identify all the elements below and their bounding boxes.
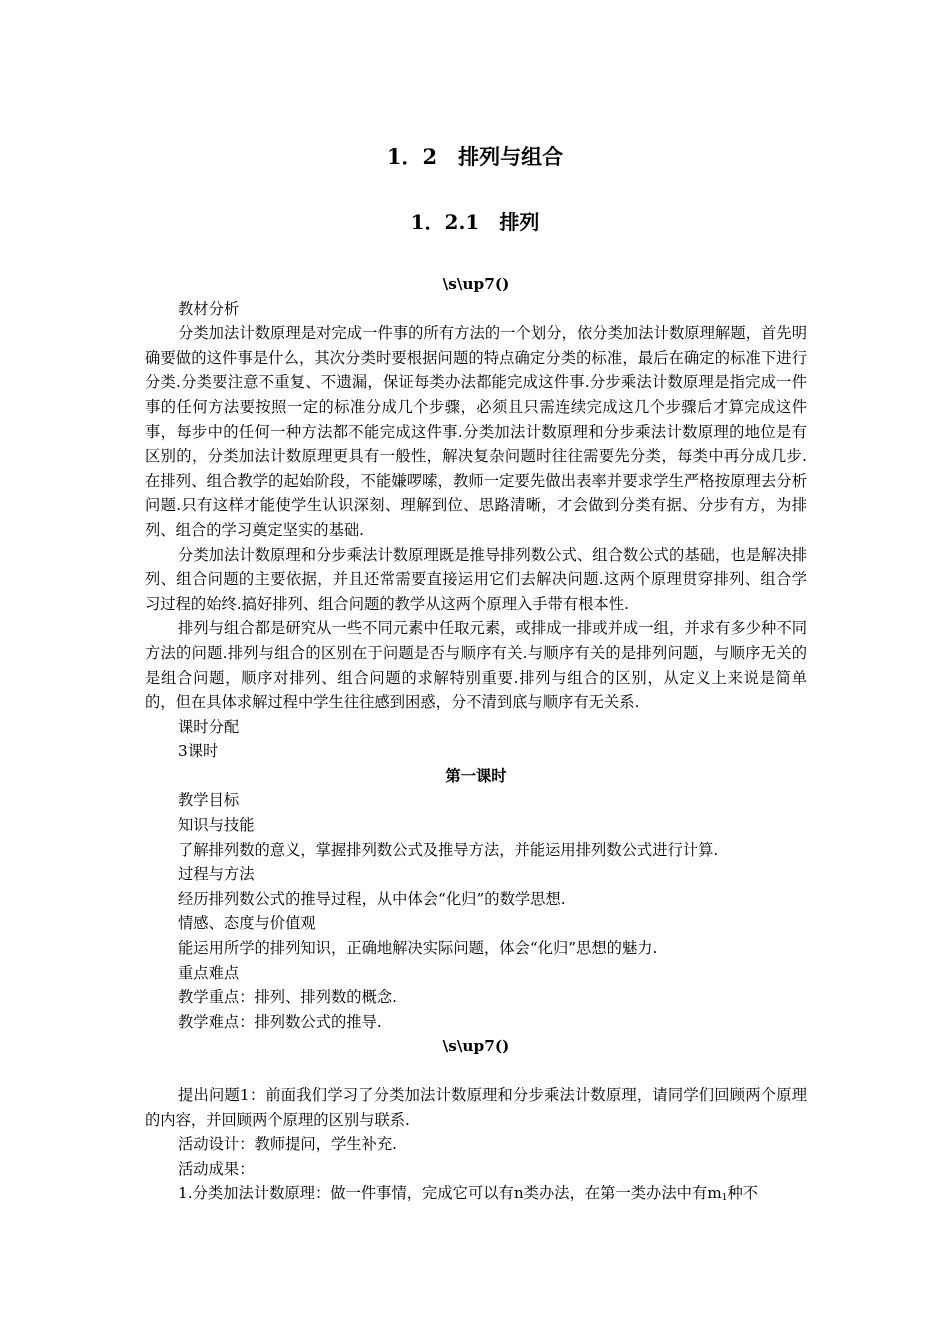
objective-line: 知识与技能: [178, 816, 255, 835]
objective-line: 重点难点: [178, 963, 240, 982]
marker-text: \s\up7(): [442, 1037, 510, 1056]
marker-text: \s\up7(): [442, 275, 510, 293]
heading-hours: 课时分配: [178, 717, 240, 736]
result-line: [145, 1181, 807, 1206]
objective-line: 了解排列数的意义，掌握排列数公式及推导方法，并能运用排列数公式进行计算.: [178, 840, 719, 859]
spacer: [145, 1059, 807, 1083]
analysis-paragraph: 分类加法计数原理和分步乘法计数原理既是推导排列数公式、组合数公式的基础，也是解决排列、组合问题的主要依据，并且还常需要直接运用它们去解决问题.这两个原理贯穿排列、组合学习过程的始终.搞好排列、组合问题的教学从这两个原理入手带有根本性.: [145, 545, 807, 613]
analysis-paragraph: 排列与组合都是研究从一些不同元素中任取元素，或排成一排或并成一组，并求有多少种不同方法的问题.排列与组合的区别在于问题是否与顺序有关.与顺序有关的是排列问题，与顺序无关的是组合问题，顺序对排列、组合问题的求解特别重要.排列与组合的区别，从定义上来说是简单的，但在具体求解过程中学生往往感到困惑，分不清到底与顺序有无关系.: [145, 619, 807, 712]
objective-line: 情感、态度与价值观: [178, 914, 316, 933]
heading-analysis: 教材分析: [178, 299, 240, 318]
analysis-paragraph: 分类加法计数原理是对完成一件事的所有方法的一个划分，依分类加法计数原理解题，首先明确要做的这件事是什么，其次分类时要根据问题的特点确定分类的标准，最后在确定的标准下进行分类.分类要注意不重复、不遗漏，保证每类办法都能完成这件事.分步乘法计数原理是指完成一件事的任何方法要按照一定的标准分成几个步骤，必须且只需连续完成这几个步骤后才算完成这件事，每步中的任何一种方法都不能完成这件事.分类加法计数原理和分步乘法计数原理的地位是有区别的，分类加法计数原理更具有一般性，解决复杂问题时往往需要先分类，每类中再分成几步.在排列、组合教学的起始阶段，不能嫌啰嗦，教师一定要先做出表率并要求学生严格按原理去分析问题.只有这样才能使学生认识深刻、理解到位、思路清晰，才会做到分类有据、分步有方，为排列、组合的学习奠定坚实的基础.: [145, 324, 807, 539]
objective-line: 教学目标: [178, 791, 240, 810]
hours-value: 3课时: [178, 742, 219, 761]
objective-line: 教学难点：排列数公式的推导.: [178, 1012, 382, 1031]
page-title: 1．2 排列与组合: [386, 144, 564, 169]
result-subscript: 1: [721, 1193, 728, 1204]
section-subtitle: 1．2.1 排列: [410, 210, 540, 234]
objective-line: 经历排列数公式的推导过程，从中体会“化归”的数学思想.: [178, 889, 566, 908]
activity-result: 活动成果：: [178, 1159, 255, 1178]
document-body: [145, 272, 807, 1206]
objective-line: 能运用所学的排列知识，正确地解决实际问题，体会“化归”思想的魅力.: [178, 939, 658, 958]
objective-line: 教学重点：排列、排列数的概念.: [178, 988, 398, 1007]
question-paragraph: 提出问题1：前面我们学习了分类加法计数原理和分步乘法计数原理，请同学们回顾两个原理的内容，并回顾两个原理的区别与联系.: [145, 1086, 807, 1129]
objective-line: 过程与方法: [178, 865, 255, 884]
result-text-tail: 种不: [727, 1184, 759, 1203]
activity-design: 活动设计：教师提问，学生补充.: [178, 1135, 398, 1154]
lesson-title: 第一课时: [445, 766, 507, 785]
result-text: 1.分类加法计数原理：做一件事情，完成它可以有n类办法，在第一类办法中有m: [178, 1184, 722, 1203]
